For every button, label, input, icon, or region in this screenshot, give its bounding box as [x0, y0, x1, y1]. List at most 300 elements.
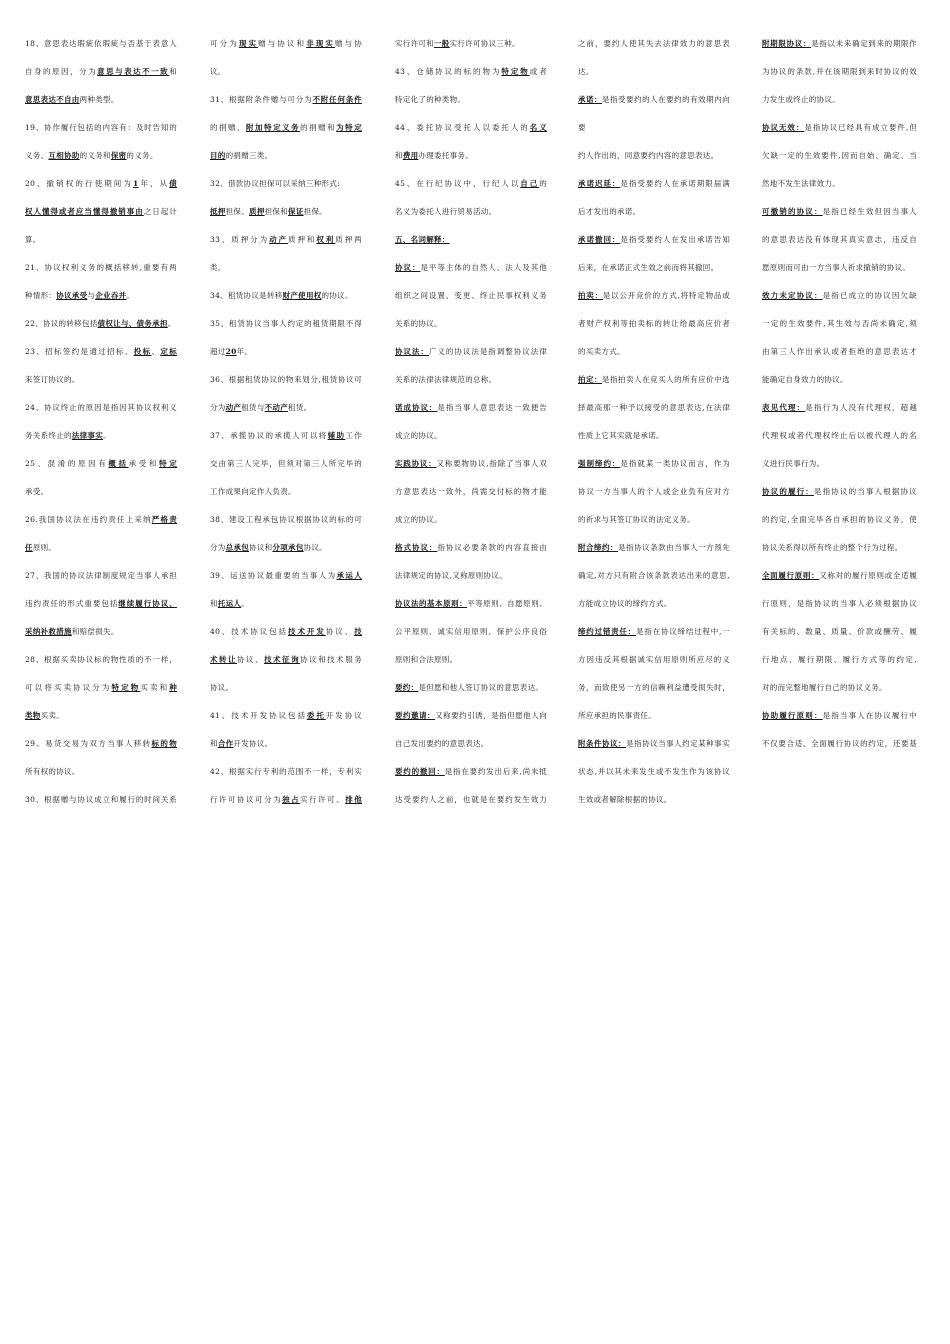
text-line — [578, 646, 730, 674]
text-line — [25, 282, 177, 310]
underlined-term: 定标 — [160, 347, 177, 356]
text-line — [25, 338, 177, 366]
text-line — [762, 366, 917, 394]
text-segment: 和 — [395, 151, 403, 160]
text-line — [210, 562, 362, 590]
text-segment: 所应承担的民事责任。 — [578, 711, 656, 720]
text-line — [578, 422, 730, 450]
underlined-term: 技 — [354, 627, 363, 636]
underlined-term: 强制缔约： — [578, 459, 621, 468]
text-segment: 和 — [169, 67, 177, 76]
text-line — [210, 590, 362, 618]
text-segment: 承受和 — [128, 459, 160, 468]
text-line — [578, 786, 730, 814]
text-line — [25, 394, 177, 422]
text-segment: 。 — [241, 599, 250, 608]
text-segment: 是指协议当事人约定某种事实 — [626, 739, 730, 748]
text-segment: 法律规定的协议,又称原则协议。 — [395, 571, 507, 580]
text-line — [210, 394, 362, 422]
underlined-term: 投标 — [133, 347, 152, 356]
text-line — [25, 58, 177, 86]
text-segment: 分为 — [210, 543, 226, 552]
text-segment: 交由第三人完毕，但须对第三人所完毕的 — [210, 459, 362, 468]
text-line — [25, 226, 177, 254]
text-line — [578, 310, 730, 338]
text-segment: 的捐赠和 — [300, 123, 337, 132]
underlined-term: 现实 — [238, 39, 259, 48]
underlined-term: 承诺迟延： — [578, 179, 621, 188]
text-segment: 原则和合法原则。 — [395, 655, 458, 664]
text-line — [25, 702, 177, 730]
text-segment: 原则。 — [32, 543, 57, 552]
text-segment: 18、意思表达瑕疵依瑕疵与否基于表意人 — [25, 39, 177, 48]
underlined-term: 财产使用权 — [282, 291, 322, 300]
underlined-term: 缔约过错责任： — [578, 627, 637, 636]
text-segment: 成立的协议。 — [395, 431, 442, 440]
text-line — [395, 30, 547, 58]
text-segment: 20、撤销权的行使期间为 — [25, 179, 134, 188]
text-line — [25, 366, 177, 394]
underlined-term: 总承包 — [225, 543, 250, 552]
text-line — [578, 338, 730, 366]
text-line — [578, 702, 730, 730]
text-line — [395, 310, 547, 338]
text-segment: 议。 — [210, 67, 226, 76]
text-segment: 超过 — [210, 347, 226, 356]
text-line — [578, 450, 730, 478]
underlined-term: 协议承受 — [56, 291, 88, 300]
underlined-term: 协议： — [395, 263, 421, 272]
text-segment: 平等原则、自愿原则、 — [467, 599, 548, 608]
text-segment: 又称要物协议,指除了当事人双 — [436, 459, 547, 468]
underlined-term: 全面履行原则： — [762, 571, 820, 580]
text-line — [210, 786, 362, 814]
text-segment: 协议和技术服务 — [300, 655, 363, 664]
text-segment: 的义务和 — [79, 151, 111, 160]
text-segment: 协议。 — [303, 543, 328, 552]
text-segment: 办理委托事务。 — [418, 151, 474, 160]
text-segment: 有关标的、数量、质量、价款或酬劳、履 — [762, 627, 917, 636]
underlined-term: 不动产 — [264, 403, 289, 412]
underlined-term: 质押 — [249, 207, 265, 216]
text-segment: 达。 — [578, 67, 594, 76]
text-line — [210, 618, 362, 646]
text-column-1 — [25, 30, 177, 814]
text-line — [395, 674, 547, 702]
text-line — [578, 86, 730, 142]
text-line — [210, 702, 362, 730]
text-segment: 赠与协 — [334, 39, 363, 48]
text-line — [395, 702, 547, 730]
underlined-term: 协议法的基本原则： — [395, 599, 468, 608]
text-segment: 实行许可协议三种。 — [449, 39, 520, 48]
text-line — [25, 534, 177, 562]
text-line — [25, 618, 177, 646]
underlined-term: 特定物 — [501, 67, 530, 76]
text-line — [578, 30, 730, 58]
text-line — [395, 786, 547, 814]
text-segment: 和 — [210, 739, 218, 748]
text-line — [210, 506, 362, 534]
text-line — [210, 478, 362, 506]
text-line — [395, 590, 547, 618]
text-segment: 关系的法律法律规范的总称。 — [395, 375, 497, 384]
underlined-term: 动产 — [269, 235, 288, 244]
text-line — [395, 338, 547, 366]
underlined-term: 附加特定义务 — [246, 123, 301, 132]
text-segment: 的意思表达没有体现其真实意志，违反自 — [762, 235, 917, 244]
text-line — [395, 730, 547, 758]
underlined-term: 特定 — [159, 459, 177, 468]
underlined-term: 名义 — [529, 123, 547, 132]
text-segment: 实行许可、 — [300, 795, 346, 804]
text-line — [395, 618, 547, 646]
text-segment: 广义的协议法是指调整协议法律 — [428, 347, 548, 356]
text-segment: 23、招标签约是通过招标、 — [25, 347, 134, 356]
text-line — [578, 730, 730, 758]
underlined-term: 目的 — [210, 151, 226, 160]
text-line — [395, 758, 547, 786]
text-column-3 — [395, 30, 547, 814]
text-segment: 生效或者解除根据的协议。 — [578, 795, 672, 804]
text-segment: 择最高那一种予以接受的意思表达,在法律 — [578, 403, 730, 412]
text-segment: 种情形： — [25, 291, 57, 300]
underlined-term: 独占 — [282, 795, 301, 804]
text-line — [395, 170, 547, 198]
text-segment: 担保。 — [303, 207, 328, 216]
text-line — [210, 86, 362, 114]
text-segment: 工作成果向定作人负责。 — [210, 487, 296, 496]
text-line — [25, 86, 177, 114]
text-line — [762, 534, 917, 562]
text-segment: 者财产权利等拍卖标的转让给最高应价者 — [578, 319, 730, 328]
text-segment: 分为 — [210, 403, 226, 412]
underlined-term: 技术征询 — [264, 655, 301, 664]
text-line — [210, 422, 362, 450]
text-segment: 务，而致使另一方的信赖利益遭受损失时， — [578, 683, 730, 692]
text-line — [395, 394, 547, 422]
text-segment: 能确定自身效力的协议。 — [762, 375, 848, 384]
text-segment: 是但愿和他人签订协议的意思表达。 — [418, 683, 544, 692]
text-segment: 租赁。 — [288, 403, 312, 412]
text-segment: 的 — [539, 179, 547, 188]
text-segment: 是指就某一类协议而言，作为 — [620, 459, 731, 468]
underlined-term: 排他 — [345, 795, 362, 804]
text-line — [395, 646, 547, 674]
underlined-term: 不附任何条件 — [312, 95, 362, 104]
underlined-term: 保证 — [288, 207, 304, 216]
text-segment: 是指协议的当事人根据协议 — [813, 487, 917, 496]
text-segment: 的祈求与其签订协议的法定义务。 — [578, 515, 695, 524]
underlined-term: 协助履行原则： — [762, 711, 823, 720]
text-line — [762, 702, 917, 730]
text-segment: 是指受要约人在发出承诺告知 — [620, 235, 731, 244]
text-segment: 租赁与 — [241, 403, 265, 412]
text-segment: 是平等主体的自然人、法人及其他 — [420, 263, 547, 272]
underlined-term: 格式协议： — [395, 543, 438, 552]
text-segment: 和 — [210, 599, 218, 608]
text-segment: 欠缺一定的生效要件,因而自始、确定、当 — [762, 151, 917, 160]
text-line — [25, 758, 177, 786]
text-line — [210, 310, 362, 338]
text-line — [210, 142, 362, 170]
text-segment: 实行许可和 — [395, 39, 434, 48]
text-line — [762, 30, 917, 58]
underlined-term: 采纳补救措施 — [25, 627, 72, 636]
text-line — [762, 338, 917, 366]
text-line — [578, 198, 730, 226]
text-segment: 协议、 — [237, 655, 265, 664]
text-segment: 后来，在承诺正式生效之前而将其撤回。 — [578, 263, 719, 272]
text-segment: 32、借款协议担保可以采纳三种形式: — [210, 179, 340, 188]
text-segment: 。 — [126, 291, 135, 300]
text-segment: 自身的原因，分为 — [25, 67, 98, 76]
text-segment: 34、租赁协议是转移 — [210, 291, 283, 300]
text-line — [210, 674, 362, 702]
text-line — [395, 86, 547, 114]
text-line — [578, 534, 730, 562]
underlined-term: 互相协助 — [48, 151, 80, 160]
text-segment: 31、根据附条件赠与可分为 — [210, 95, 313, 104]
text-line — [395, 506, 547, 534]
text-segment: 务关系终止的 — [25, 431, 72, 440]
text-segment: 26.我国协议法在违约责任上采纳 — [25, 515, 152, 524]
underlined-term: 诺成协议： — [395, 403, 438, 412]
text-segment: 可分为 — [210, 39, 239, 48]
text-segment: 与 — [87, 291, 96, 300]
text-line — [25, 786, 177, 814]
text-segment: 和赔偿损失。 — [71, 627, 119, 636]
text-line — [762, 478, 917, 506]
text-segment: 36、根据租赁协议的物来划分,租赁协议可 — [210, 375, 362, 384]
text-line — [25, 646, 177, 674]
text-segment: 自己发出要约的意思表达。 — [395, 739, 489, 748]
text-segment: 不仅要合适、全面履行协议的约定，还要基 — [762, 739, 917, 748]
text-line — [578, 282, 730, 310]
text-line — [25, 254, 177, 282]
text-segment: 年，从 — [138, 179, 170, 188]
text-segment: 的买卖方式。 — [578, 347, 625, 356]
text-line — [578, 394, 730, 422]
text-segment: 承受。 — [25, 487, 49, 496]
text-segment: 担保和 — [264, 207, 289, 216]
text-segment: 39、运送协议最重要的当事人为 — [210, 571, 337, 580]
text-segment: 工作 — [345, 431, 362, 440]
underlined-term: 术转让 — [210, 655, 238, 664]
underlined-term: 技术开发 — [288, 627, 326, 636]
text-segment: 45、在行纪协议中，行纪人以 — [395, 179, 521, 188]
underlined-term: 20 — [225, 347, 237, 356]
text-segment: 、 — [151, 347, 161, 356]
text-line — [25, 114, 177, 142]
text-line — [578, 674, 730, 702]
underlined-term: 协议法： — [395, 347, 429, 356]
underlined-term: 合作 — [217, 739, 234, 748]
text-column-4 — [578, 30, 730, 814]
text-segment: 24、协议终止的原因是指因其协议权利义 — [25, 403, 177, 412]
text-segment: 达受要约人之前，也就是在要约发生效力 — [395, 795, 547, 804]
text-segment: 愿原则而可由一方当事人祈求撤销的协议。 — [762, 263, 911, 272]
underlined-term: 托运人 — [217, 599, 242, 608]
text-line — [25, 478, 177, 506]
text-segment: 是指在协议缔结过程中,一 — [636, 627, 731, 636]
text-segment: 协议关系得以所有终止的整个行为过程。 — [762, 543, 903, 552]
text-line — [210, 114, 362, 142]
text-segment: 后才发出的承诺。 — [578, 207, 641, 216]
text-segment: 方因违反其根据诚实信用原则所应尽的义 — [578, 655, 730, 664]
text-line — [762, 422, 917, 450]
text-segment: 是指当事人意思表达一致便告 — [437, 403, 548, 412]
text-segment: 公平原则、诚实信用原则、保护公序良俗 — [395, 627, 547, 636]
underlined-term: 辅助 — [327, 431, 346, 440]
underlined-term: 严格责 — [151, 515, 177, 524]
text-segment: 为协议的条款,并在该期限到来时协议的效 — [762, 67, 917, 76]
text-line — [395, 534, 547, 562]
underlined-term: 债权让与、债务承担 — [97, 319, 168, 328]
text-segment: 又称对的履行原则或全适履 — [819, 571, 917, 580]
text-line — [25, 506, 177, 534]
text-line — [395, 366, 547, 394]
underlined-term: 债 — [169, 179, 177, 188]
underlined-term: 效力未定协议： — [762, 291, 823, 300]
underlined-term: 拍卖： — [578, 291, 603, 300]
text-segment: 名义为委托人进行贸易活动。 — [395, 207, 497, 216]
text-line — [25, 422, 177, 450]
text-segment: 两种类型。 — [79, 95, 119, 104]
text-segment: 之前，要约人使其失去法律效力的意思表 — [578, 39, 730, 48]
text-segment: 41、技术开发协议包括 — [210, 711, 307, 720]
text-segment: 义务、 — [25, 151, 49, 160]
text-segment: 。 — [103, 431, 111, 440]
text-line — [762, 170, 917, 198]
text-segment: 是指已成立的协议因欠缺 — [822, 291, 917, 300]
text-segment: 行原则，是指协议的当事人必须根据协议 — [762, 599, 917, 608]
text-line — [762, 114, 917, 142]
underlined-term: 种 — [169, 683, 178, 692]
text-line — [395, 478, 547, 506]
text-line — [25, 30, 177, 58]
text-segment: 是指在要约发出后来,尚未抵 — [444, 767, 547, 776]
underlined-term: 法律事实 — [71, 431, 104, 440]
text-segment: 是指受要约的人在要约的有效期内向要 — [578, 95, 730, 132]
text-line — [395, 198, 547, 226]
underlined-term: 动产 — [225, 403, 242, 412]
text-segment: 是以公开竞价的方式,将特定物品或 — [602, 291, 730, 300]
text-line — [395, 226, 547, 254]
text-segment: 29、易货交易为双方当事人移转 — [25, 739, 152, 748]
text-segment: 的协议。 — [321, 291, 353, 300]
text-segment: 类。 — [210, 263, 226, 272]
underlined-term: 承诺： — [578, 95, 603, 104]
underlined-term: 协议的履行： — [762, 487, 814, 496]
text-segment: 担保、 — [225, 207, 250, 216]
text-segment: 38、建设工程承包协议根据协议的标的可 — [210, 515, 362, 524]
text-segment: 质押和 — [288, 235, 317, 244]
text-line — [762, 590, 917, 618]
underlined-term: 协议无效： — [762, 123, 805, 132]
underlined-term: 五、名词解释： — [395, 235, 450, 244]
text-line — [762, 562, 917, 590]
underlined-term: 继续履行协议、 — [118, 599, 177, 608]
text-line — [395, 422, 547, 450]
text-line — [762, 618, 917, 646]
underlined-term: 一般 — [434, 39, 450, 48]
text-line — [762, 310, 917, 338]
text-segment: 年。 — [236, 347, 253, 356]
text-segment: 算。 — [25, 235, 41, 244]
text-line — [395, 254, 547, 282]
underlined-term: 企业吞并 — [95, 291, 127, 300]
text-segment: 开发协议 — [325, 711, 362, 720]
text-line — [210, 758, 362, 786]
text-line — [395, 114, 547, 142]
text-line — [578, 226, 730, 254]
underlined-term: 附条件协议： — [578, 739, 627, 748]
text-segment: 协议。 — [210, 683, 234, 692]
text-line — [578, 58, 730, 86]
underlined-term: 任 — [25, 543, 33, 552]
underlined-term: 标的物 — [151, 739, 177, 748]
text-segment: 违约责任的形式重要包括 — [25, 599, 119, 608]
text-line — [762, 226, 917, 254]
underlined-term: 概括 — [108, 459, 129, 468]
text-line — [210, 170, 362, 198]
text-line — [210, 450, 362, 478]
underlined-term: 意思与表达不一致 — [97, 67, 170, 76]
text-segment: 来签订协议的。 — [25, 375, 80, 384]
text-line — [210, 30, 362, 58]
underlined-term: 表见代理： — [762, 403, 806, 412]
text-segment: 组织之间设置、变更、终止民事权利义务 — [395, 291, 547, 300]
underlined-term: 特定物 — [111, 683, 141, 692]
text-segment: 由第三人作出承认或者拒绝的意思表达才 — [762, 347, 917, 356]
text-segment: 约人作出的，同意要约内容的意思表达。 — [578, 151, 719, 160]
underlined-term: 要约的撤回： — [395, 767, 445, 776]
text-segment: 21、协议权利义务的概括移转,重要有两 — [25, 263, 177, 272]
underlined-term: 非现实 — [306, 39, 335, 48]
text-line — [762, 282, 917, 310]
text-line — [578, 366, 730, 394]
text-segment: 质押两 — [335, 235, 363, 244]
text-segment: 是指协议已经具有成立要件,但 — [804, 123, 917, 132]
text-segment: 25、混淆的原因有 — [25, 459, 109, 468]
text-column-2 — [210, 30, 362, 814]
text-segment: 42、根据实行专利的范围不一样，专利实 — [210, 767, 362, 776]
text-segment: 28、根据买卖协议标的物性质的不一样， — [25, 655, 177, 664]
text-line — [762, 86, 917, 114]
text-line — [762, 58, 917, 86]
text-line — [395, 450, 547, 478]
underlined-term: 拍定： — [578, 375, 603, 384]
text-segment: 确定,对方只有附合该条款表达出来的意思, — [578, 571, 730, 580]
text-segment: 是指当事人在协议履行中 — [822, 711, 917, 720]
text-segment: 成立的协议。 — [395, 515, 442, 524]
text-line — [395, 562, 547, 590]
underlined-term: 权利 — [316, 235, 336, 244]
text-line — [395, 58, 547, 86]
text-segment: 。 — [167, 319, 176, 328]
text-segment: 开发协议。 — [233, 739, 273, 748]
text-segment: 指协议必要条款的内容直接由 — [437, 543, 548, 552]
underlined-term: 费用 — [402, 151, 419, 160]
text-segment: 方意思表达一致外，尚需交付标的物才能 — [395, 487, 547, 496]
text-segment: 协议一方当事人的个人或企业负有应对方 — [578, 487, 730, 496]
text-segment: 27、我国的协议法律制度规定当事人承担 — [25, 571, 177, 580]
underlined-term: 承运人 — [336, 571, 362, 580]
text-line — [578, 142, 730, 170]
text-segment: 是指拍卖人在竞买人的所有应价中选 — [602, 375, 730, 384]
text-line — [578, 618, 730, 646]
